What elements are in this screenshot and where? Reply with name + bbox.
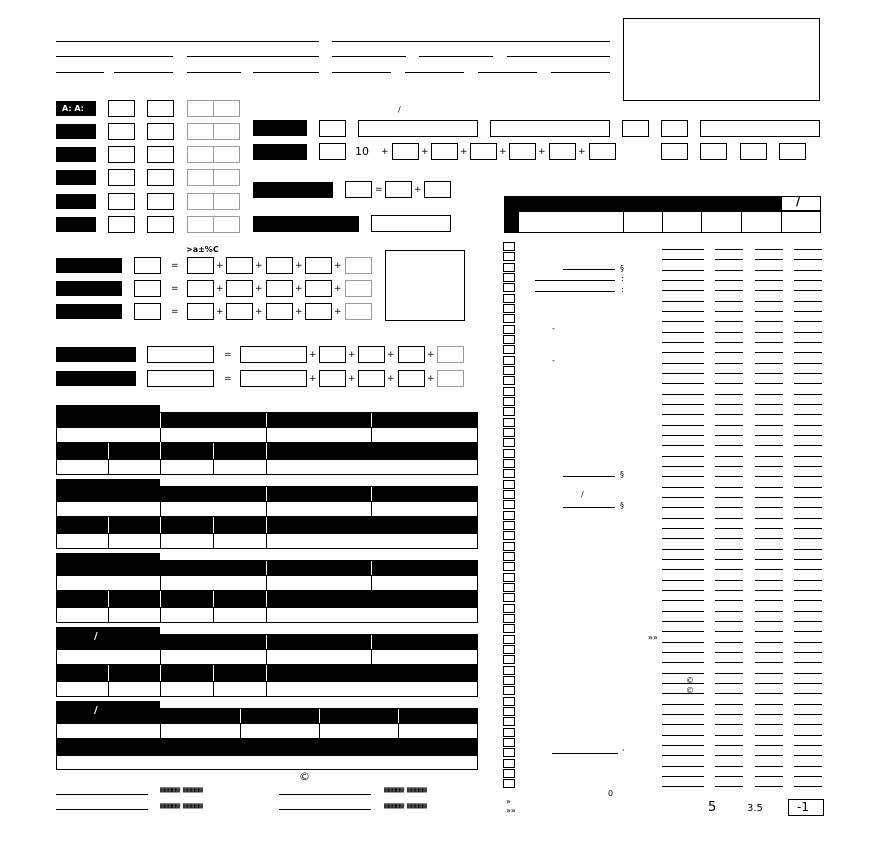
list-entry-line[interactable] [794,332,822,333]
list-checkbox[interactable] [503,707,515,716]
list-entry-line[interactable] [715,600,743,601]
list-entry-line[interactable] [715,704,743,705]
list-entry-line[interactable] [794,321,822,322]
list-entry-line[interactable] [794,280,822,281]
list-entry-line[interactable] [662,766,704,767]
list-entry-line[interactable] [715,321,743,322]
list-entry-line[interactable] [755,394,783,395]
list-entry-line[interactable] [662,569,704,570]
list-checkbox[interactable] [503,449,515,458]
bottom-grid-right-2: ▦▦▦▦▦ ▦▦▦▦▦ [384,801,426,810]
list-checkbox[interactable] [503,511,515,520]
list-entry-line[interactable] [715,394,743,395]
list-entry-line[interactable] [755,652,783,653]
list-entry-line[interactable] [715,549,743,550]
list-entry-line[interactable] [662,580,704,581]
list-entry-line[interactable] [715,280,743,281]
list-checkbox[interactable] [503,252,515,261]
list-checkbox[interactable] [503,531,515,540]
list-checkbox[interactable] [503,583,515,592]
list-entry-line[interactable] [715,290,743,291]
list-entry-line[interactable] [662,528,704,529]
list-entry-line[interactable] [794,786,822,787]
list-checkbox[interactable] [503,345,515,354]
list-checkbox[interactable] [503,366,515,375]
list-entry-line[interactable] [755,580,783,581]
mark-9: ' [622,748,625,757]
list-checkbox[interactable] [503,335,515,344]
list-entry-line[interactable] [662,435,704,436]
list-entry-line[interactable] [715,611,743,612]
list-entry-line[interactable] [662,559,704,560]
list-entry-line[interactable] [755,342,783,343]
list-entry-line[interactable] [715,559,743,560]
list-checkbox[interactable] [503,325,515,334]
list-entry-line[interactable] [755,559,783,560]
list-entry-line[interactable] [755,528,783,529]
list-entry-line[interactable] [794,559,822,560]
list-checkbox[interactable] [503,769,515,778]
list-entry-line[interactable] [715,735,743,736]
list-entry-line[interactable] [715,755,743,756]
list-checkbox[interactable] [503,645,515,654]
list-entry-line[interactable] [662,745,704,746]
list-entry-line[interactable] [794,487,822,488]
list-checkbox[interactable] [503,294,515,303]
list-entry-line[interactable] [662,631,704,632]
list-entry-line[interactable] [715,270,743,271]
list-entry-line[interactable] [715,497,743,498]
list-checkbox[interactable] [503,676,515,685]
list-entry-line[interactable] [715,404,743,405]
list-entry-line[interactable] [755,466,783,467]
bottom-grid-right-1: ▦▦▦▦▦ ▦▦▦▦▦ [384,785,426,794]
list-entry-line[interactable] [755,745,783,746]
list-entry-line[interactable] [794,270,822,271]
list-entry-line[interactable] [794,507,822,508]
mark-8: § [620,501,624,510]
footer-zero: 0 [608,789,614,798]
list-entry-line[interactable] [755,714,783,715]
list-entry-line[interactable] [715,373,743,374]
list-entry-line[interactable] [794,342,822,343]
slash-mark: / [398,105,401,114]
list-entry-line[interactable] [755,311,783,312]
list-entry-line[interactable] [715,683,743,684]
composite-symbols: >a±%C [186,245,219,254]
tick-mark-1: » [506,797,511,806]
list-entry-line[interactable] [794,311,822,312]
list-entry-line[interactable] [662,270,704,271]
list-checkbox[interactable] [503,614,515,623]
list-entry-line[interactable] [755,301,783,302]
list-checkbox[interactable] [503,418,515,427]
list-entry-line[interactable] [755,487,783,488]
list-entry-line[interactable] [794,652,822,653]
list-entry-line[interactable] [662,290,704,291]
list-entry-line[interactable] [755,280,783,281]
list-checkbox[interactable] [503,655,515,664]
list-entry-line[interactable] [662,538,704,539]
list-entry-line[interactable] [662,311,704,312]
list-entry-line[interactable] [715,652,743,653]
list-entry-line[interactable] [662,714,704,715]
list-entry-line[interactable] [794,394,822,395]
list-entry-line[interactable] [715,445,743,446]
list-checkbox[interactable] [503,542,515,551]
list-entry-line[interactable] [715,414,743,415]
list-entry-line[interactable] [794,352,822,353]
list-checkbox[interactable] [503,521,515,530]
list-entry-line[interactable] [715,714,743,715]
list-entry-line[interactable] [794,445,822,446]
list-entry-line[interactable] [662,456,704,457]
list-entry-line[interactable] [662,755,704,756]
list-entry-line[interactable] [662,549,704,550]
page-box-text: -1 [797,800,809,814]
copyright-icon: © [299,770,310,783]
list-entry-line[interactable] [794,735,822,736]
list-entry-line[interactable] [662,642,704,643]
list-entry-line[interactable] [662,383,704,384]
bottom-grid-left-1: ▦▦▦▦▦ ▦▦▦▦▦ [160,785,202,794]
list-entry-line[interactable] [662,518,704,519]
list-entry-line[interactable] [794,611,822,612]
list-entry-line[interactable] [715,621,743,622]
list-entry-line[interactable] [715,352,743,353]
list-checkbox[interactable] [503,635,515,644]
list-checkbox[interactable] [503,428,515,437]
list-entry-line[interactable] [794,590,822,591]
list-entry-line[interactable] [715,301,743,302]
list-entry-line[interactable] [662,259,704,260]
list-checkbox[interactable] [503,438,515,447]
list-entry-line[interactable] [794,673,822,674]
list-entry-line[interactable] [715,631,743,632]
side-mark-2: © [686,686,694,695]
list-checkbox[interactable] [503,666,515,675]
list-entry-line[interactable] [794,363,822,364]
list-entry-line[interactable] [794,662,822,663]
list-entry-line[interactable] [755,270,783,271]
list-entry-line[interactable] [662,321,704,322]
list-entry-line[interactable] [715,332,743,333]
list-entry-line[interactable] [794,456,822,457]
page-number: 5 [708,800,717,815]
list-entry-line[interactable] [715,383,743,384]
list-entry-line[interactable] [755,776,783,777]
list-entry-line[interactable] [794,642,822,643]
list-entry-line[interactable] [794,435,822,436]
list-checkbox[interactable] [503,242,515,251]
list-checkbox[interactable] [503,459,515,468]
list-entry-line[interactable] [715,528,743,529]
list-entry-line[interactable] [715,466,743,467]
list-entry-line[interactable] [755,642,783,643]
list-entry-line[interactable] [755,786,783,787]
list-checkbox[interactable] [503,490,515,499]
list-entry-line[interactable] [715,590,743,591]
tick-mark-3: »» [648,633,658,642]
list-checkbox[interactable] [503,356,515,365]
list-entry-line[interactable] [755,704,783,705]
list-entry-line[interactable] [662,352,704,353]
list-entry-line[interactable] [662,673,704,674]
list-checkbox[interactable] [503,500,515,509]
list-checkbox[interactable] [503,562,515,571]
list-entry-line[interactable] [662,704,704,705]
list-entry-line[interactable] [755,611,783,612]
list-checkbox[interactable] [503,273,515,282]
list-entry-line[interactable] [715,363,743,364]
list-entry-line[interactable] [755,332,783,333]
list-checkbox[interactable] [503,397,515,406]
list-checkbox[interactable] [503,480,515,489]
list-entry-line[interactable] [662,497,704,498]
list-entry-line[interactable] [794,714,822,715]
list-checkbox[interactable] [503,552,515,561]
list-entry-line[interactable] [755,383,783,384]
list-entry-line[interactable] [755,435,783,436]
list-entry-line[interactable] [755,631,783,632]
list-checkbox[interactable] [503,283,515,292]
list-checkbox[interactable] [503,759,515,768]
list-checkbox[interactable] [503,717,515,726]
list-entry-line[interactable] [794,776,822,777]
list-entry-line[interactable] [794,414,822,415]
list-entry-line[interactable] [794,580,822,581]
list-entry-line[interactable] [755,673,783,674]
side-mark-1: © [686,676,694,685]
list-checkbox[interactable] [503,407,515,416]
list-entry-line[interactable] [662,445,704,446]
list-checkbox[interactable] [503,304,515,313]
list-checkbox[interactable] [503,263,515,272]
list-entry-line[interactable] [755,290,783,291]
list-entry-line[interactable] [755,456,783,457]
list-entry-line[interactable] [715,766,743,767]
list-entry-line[interactable] [662,611,704,612]
list-entry-line[interactable] [755,590,783,591]
list-entry-line[interactable] [715,507,743,508]
list-checkbox[interactable] [503,314,515,323]
list-entry-line[interactable] [662,414,704,415]
mark-1: § [620,264,624,273]
composite-side-box [385,250,465,321]
page-sub: 3.5 [747,803,763,814]
list-entry-line[interactable] [794,518,822,519]
list-entry-line[interactable] [794,528,822,529]
list-entry-line[interactable] [794,683,822,684]
list-entry-line[interactable] [755,693,783,694]
list-entry-line[interactable] [794,466,822,467]
list-entry-line[interactable] [755,373,783,374]
list-entry-line[interactable] [662,683,704,684]
list-entry-line[interactable] [794,404,822,405]
section-4-slash: / [94,631,98,642]
list-entry-line[interactable] [662,621,704,622]
list-checkbox[interactable] [503,604,515,613]
list-entry-line[interactable] [715,435,743,436]
list-entry-line[interactable] [715,786,743,787]
list-entry-line[interactable] [715,518,743,519]
list-entry-line[interactable] [755,755,783,756]
list-entry-line[interactable] [794,569,822,570]
list-entry-line[interactable] [794,373,822,374]
list-entry-line[interactable] [715,724,743,725]
list-entry-line[interactable] [662,652,704,653]
list-entry-line[interactable] [662,693,704,694]
list-checkbox[interactable] [503,779,515,788]
list-entry-line[interactable] [755,600,783,601]
list-entry-line[interactable] [755,363,783,364]
list-entry-line[interactable] [755,621,783,622]
mark-7: / [581,490,584,499]
list-entry-line[interactable] [794,724,822,725]
list-entry-line[interactable] [794,301,822,302]
list-entry-line[interactable] [794,549,822,550]
right-slash: / [796,194,801,208]
list-entry-line[interactable] [715,456,743,457]
ten-value: 10 [355,145,369,158]
list-entry-line[interactable] [662,466,704,467]
mark-2: : [621,274,624,283]
list-entry-line[interactable] [662,363,704,364]
list-entry-line[interactable] [715,745,743,746]
list-entry-line[interactable] [755,497,783,498]
list-checkbox[interactable] [503,573,515,582]
list-entry-line[interactable] [662,487,704,488]
list-entry-line[interactable] [715,693,743,694]
list-entry-line[interactable] [715,569,743,570]
list-entry-line[interactable] [662,280,704,281]
mark-5: - [552,356,555,365]
list-entry-line[interactable] [755,662,783,663]
list-entry-line[interactable] [662,394,704,395]
list-entry-line[interactable] [715,580,743,581]
list-entry-line[interactable] [755,404,783,405]
list-checkbox[interactable] [503,624,515,633]
list-entry-line[interactable] [662,249,704,250]
list-entry-line[interactable] [662,301,704,302]
list-entry-line[interactable] [794,538,822,539]
list-entry-line[interactable] [662,425,704,426]
list-entry-line[interactable] [715,776,743,777]
row-label-symbol: A: A: [62,104,84,113]
list-entry-line[interactable] [755,476,783,477]
list-entry-line[interactable] [755,538,783,539]
list-entry-line[interactable] [794,600,822,601]
list-entry-line[interactable] [755,683,783,684]
list-entry-line[interactable] [794,249,822,250]
list-entry-line[interactable] [755,569,783,570]
list-entry-line[interactable] [715,425,743,426]
list-entry-line[interactable] [715,249,743,250]
list-entry-line[interactable] [755,414,783,415]
list-entry-line[interactable] [755,724,783,725]
list-entry-line[interactable] [755,549,783,550]
mark-3: : [621,285,624,294]
list-entry-line[interactable] [794,755,822,756]
list-checkbox[interactable] [503,469,515,478]
tick-mark-2: »» [506,806,516,815]
list-checkbox[interactable] [503,738,515,747]
list-checkbox[interactable] [503,593,515,602]
list-checkbox[interactable] [503,387,515,396]
list-entry-line[interactable] [662,476,704,477]
list-entry-line[interactable] [662,735,704,736]
list-entry-line[interactable] [794,745,822,746]
list-checkbox[interactable] [503,728,515,737]
list-entry-line[interactable] [715,259,743,260]
list-entry-line[interactable] [662,342,704,343]
list-entry-line[interactable] [755,425,783,426]
list-entry-line[interactable] [755,445,783,446]
list-entry-line[interactable] [662,332,704,333]
list-entry-line[interactable] [794,290,822,291]
list-entry-line[interactable] [715,662,743,663]
list-checkbox[interactable] [503,748,515,757]
list-entry-line[interactable] [755,249,783,250]
list-entry-line[interactable] [755,735,783,736]
list-entry-line[interactable] [662,373,704,374]
bottom-grid-left-2: ▦▦▦▦▦ ▦▦▦▦▦ [160,801,202,810]
list-entry-line[interactable] [755,321,783,322]
list-entry-line[interactable] [662,724,704,725]
list-entry-line[interactable] [662,662,704,663]
list-entry-line[interactable] [662,590,704,591]
list-entry-line[interactable] [755,259,783,260]
list-entry-line[interactable] [715,673,743,674]
list-entry-line[interactable] [794,704,822,705]
header-box [623,18,820,101]
list-entry-line[interactable] [715,476,743,477]
list-entry-line[interactable] [662,786,704,787]
list-entry-line[interactable] [755,507,783,508]
list-entry-line[interactable] [794,497,822,498]
list-entry-line[interactable] [715,342,743,343]
list-entry-line[interactable] [755,766,783,767]
list-entry-line[interactable] [715,311,743,312]
list-entry-line[interactable] [715,487,743,488]
list-entry-line[interactable] [715,642,743,643]
list-checkbox[interactable] [503,697,515,706]
list-checkbox[interactable] [503,376,515,385]
list-entry-line[interactable] [794,259,822,260]
list-entry-line[interactable] [794,476,822,477]
list-entry-line[interactable] [755,352,783,353]
list-entry-line[interactable] [794,631,822,632]
list-entry-line[interactable] [794,621,822,622]
list-entry-line[interactable] [662,507,704,508]
list-entry-line[interactable] [794,766,822,767]
list-entry-line[interactable] [794,383,822,384]
list-entry-line[interactable] [715,538,743,539]
section-5-slash: / [94,705,98,716]
list-entry-line[interactable] [794,693,822,694]
list-entry-line[interactable] [662,600,704,601]
mark-4: - [552,324,555,333]
list-entry-line[interactable] [755,518,783,519]
mark-6: § [620,470,624,479]
list-entry-line[interactable] [662,776,704,777]
list-checkbox[interactable] [503,686,515,695]
list-entry-line[interactable] [794,425,822,426]
list-entry-line[interactable] [662,404,704,405]
